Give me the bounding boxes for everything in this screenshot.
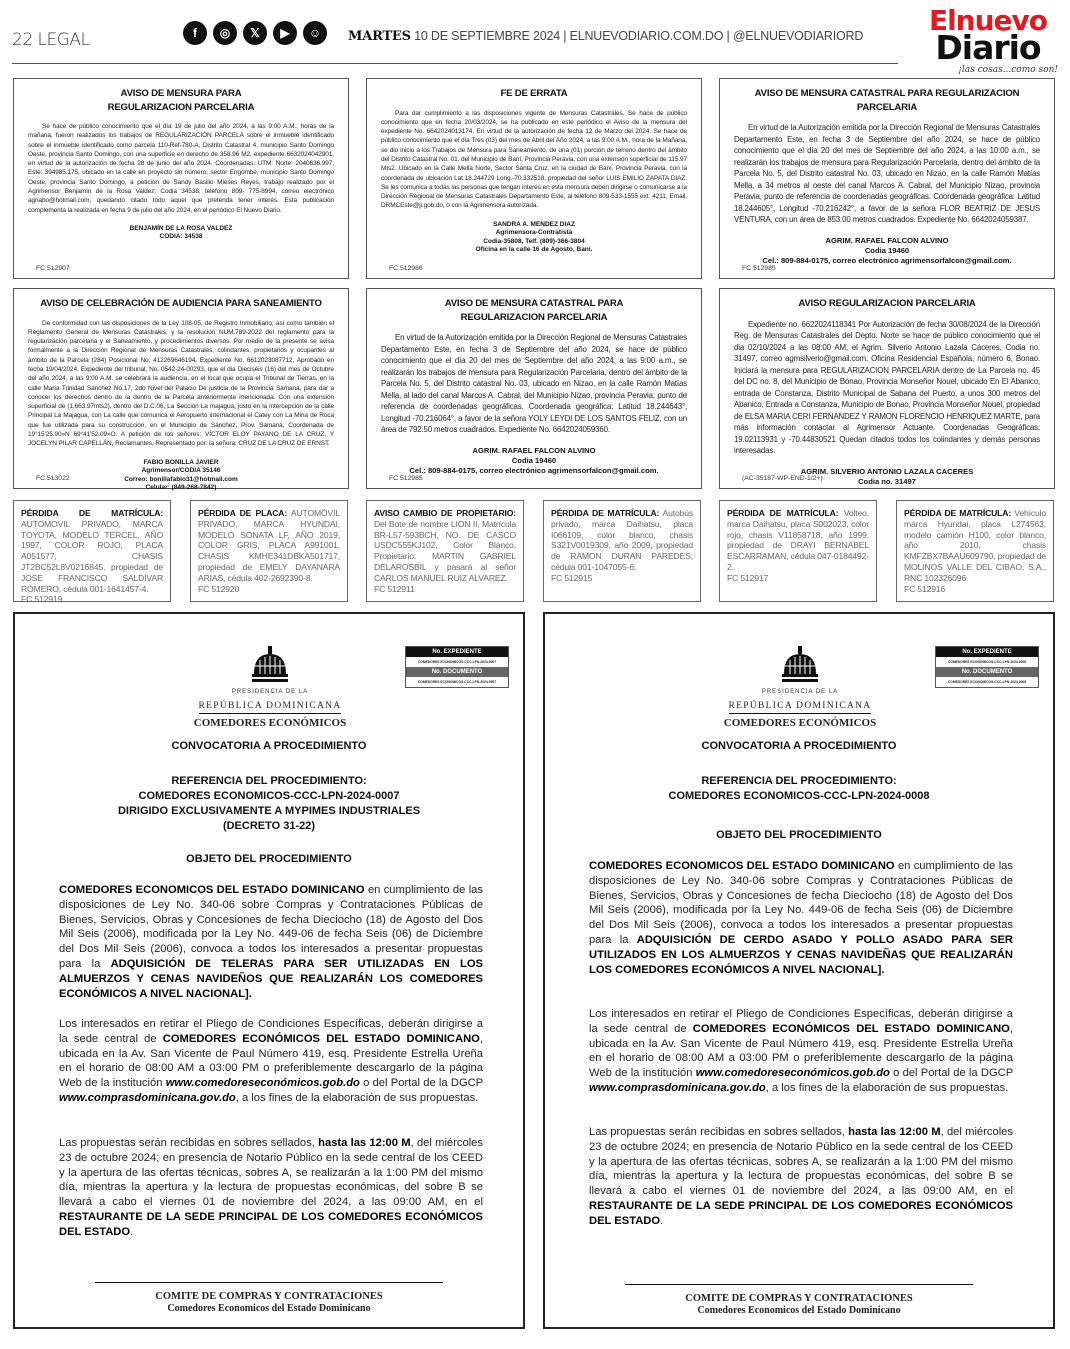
signature-line <box>95 1282 443 1283</box>
classified-code: FC 512919 <box>21 594 63 605</box>
notice-paragraph <box>589 859 1013 977</box>
text-segment: hasta las 12:00 M <box>848 1126 941 1138</box>
instagram-icon[interactable]: ◎ <box>213 21 237 45</box>
objective-heading: OBJETO DEL PROCEDIMIENTO <box>716 829 882 841</box>
text-segment: en cumplimiento de las disposiciones de Ley No. 340-06 sobre Compras y Contrataciones Públicas de Bienes, Servicios, Obras y Concesiones de fecha Dieciocho (18) de Agosto del Dos Mil Seis (2006), modificada por la Ley No. 449-06 de fecha Seis (06) de Diciembre del Dos Mil Seis (2006), convoca a todos los interesados a presentar propuestas para la <box>589 860 1013 946</box>
classified-notice <box>896 500 1054 602</box>
snapchat-icon[interactable]: ☺ <box>303 21 327 45</box>
notice-heading: CONVOCATORIA A PROCEDIMIENTO <box>701 740 897 752</box>
social-links <box>183 21 327 45</box>
notice-heading: CONVOCATORIA A PROCEDIMIENTO <box>171 740 367 752</box>
notice-title: AVISO REGULARIZACION PARCELARIA <box>798 298 976 309</box>
procedure-reference: REFERENCIA DEL PROCEDIMIENTO: COMEDORES ECONOMICOS-CCC-LPN-2024-0008 <box>668 775 930 802</box>
text-segment: Los interesados en retirar el Pliego de Condiciones Específicas, deberán dirigirse a la sede central de <box>589 1008 1013 1035</box>
procedure-reference: REFERENCIA DEL PROCEDIMIENTO: COMEDORES ECONOMICOS-CCC-LPN-2024-0007 DIRIGIDO EXCLUSIVAMENTE A MYPIMES INDUSTRIALES (DECRETO 31-22) <box>117 775 421 832</box>
institution-logo <box>160 646 380 729</box>
youtube-icon[interactable]: ▶ <box>273 21 297 45</box>
palace-dome-icon <box>250 646 290 684</box>
text-segment: , a los fines de la elaboración de sus propuestas. <box>765 1081 1009 1094</box>
text-segment: , a los fines de la elaboración de sus propuestas. <box>235 1091 479 1104</box>
header-divider <box>12 63 898 64</box>
newspaper-logo <box>918 4 1058 75</box>
text-segment: , del miércoles 23 de octubre 2024; en presencia de Notario Público en la sede central de los CEED y la apertura de las ofertas técnicas, sobres A, se realizarán a la 1:00 PM del mismo día, mientras la apertura y la lectura de propuestas económicas, del sobre B se llevará a cabo el viernes 01 de noviembre del 2024, a las 09:00 AM, en el <box>589 1126 1013 1198</box>
notice-body: Se hace de público conocimiento que el día 19 de julio del año 2024, a las 9:00 A.M., horas de la mañana, fueron realizados los trabajos de REGULARIZACIÓN PARCELA sobre el inmueble identificado sobre el inmueble identificado como parcela 110-Ref-780-A, Distrito Catastral 4, municipio Santo Domingo Oeste, provincia Santo Domingo, con una superficie en derecho de 358.96 M2, expediente 6632024042901, en virtud de la autorización de fecha 28 de junio del año 2024. Coordenadas: UTM: Norte: 2040636.997, Este: 394985.175, ubicado en la calle en proyecto sin número, sector Engombe, municipio Santo Domingo Oeste, provincia Santo Domingo, a petición de Sandy Basilio Mieses Reyes, trabajo realizado por el Agrimensor Benjamín de la Rosa Valdez, Codia 34538, teléfono 809- 775-8994, correo electrónico agriabo@hotmail.com, quedando citado todo aquel que pretenda tener interés. Esta publicación complementa la realizada en fecha 9 de julio del año 2024, en el periódico El Nuevo Diario. <box>28 123 334 214</box>
notice-code: FC 513022 <box>36 475 70 482</box>
notice-code: FC 512986 <box>389 265 423 272</box>
signature-line: Codia 19460 <box>864 245 910 255</box>
notice-paragraph <box>589 1125 1013 1229</box>
crest-line-3: COMEDORES ECONÓMICOS <box>193 717 347 729</box>
text-segment: Los interesados en retirar el Pliego de Condiciones Específicas, deberán dirigirse a la sede central de <box>59 1018 483 1045</box>
classified-text: Del Bote de nombre LION II, Matrícula BR-L57-593BCH, NO. DE CASCO USDC555KJ102, Color Blanco, Propietario: MARTIN GABRIEL DELAROSBIL y pasará al señor CARLOS MANUEL RUIZ ALVAREZ. <box>374 518 516 583</box>
legal-notice <box>13 78 349 279</box>
expediente-label: No. EXPEDIENTE <box>406 647 508 657</box>
documento-value: COMEDORES ECONOMICOS-CCC-LPN-2024-0007 <box>417 680 497 684</box>
classified-code: FC 512911 <box>374 583 415 594</box>
text-segment: , ubicada en la Av. San Vicente de Paul Número 419, esq. Presidente Estrella Ureña en el horario de 08:00 AM a 03:00 PM o preferiblemente descargarlo de la página Web de la institución <box>59 1032 483 1090</box>
documento-label: No. DOCUMENTO <box>406 667 508 677</box>
procurement-notice <box>543 612 1055 1329</box>
procurement-notice <box>13 612 525 1329</box>
expediente-label: No. EXPEDIENTE <box>936 647 1038 657</box>
palace-dome-icon <box>780 646 820 684</box>
page-header <box>0 0 1070 75</box>
text-segment: Las propuestas serán recibidas en sobres sellados, <box>59 1137 319 1149</box>
logo-top: Elnuevo <box>928 4 1048 37</box>
text-segment: Las propuestas serán recibidas en sobres sellados, <box>589 1126 849 1138</box>
text-segment: COMEDORES ECONÓMICOS DEL ESTADO DOMINICANO <box>162 1032 480 1045</box>
classified-text: Autobús privado, marca Daihatsu, placa I066109, color blanco, chasis S321V0019309, año 2009, propiedad de RAMON DURAN PAREDES, cédula 001-1047055-6. <box>551 508 693 572</box>
notice-signature <box>381 221 687 255</box>
signature-line: AGRIM. RAFAEL FALCON ALVINO <box>472 445 596 455</box>
file-number-box <box>935 646 1039 688</box>
legal-notice <box>719 78 1055 279</box>
page-section-label: 22 LEGAL <box>12 30 90 50</box>
logo-bottom: Diario <box>935 28 1041 68</box>
signature-line: Oficina en la calle 16 de Agosto, Baní. <box>475 246 593 254</box>
documento-label: No. DOCUMENTO <box>936 667 1038 677</box>
classified-code: FC 512916 <box>904 583 946 594</box>
classified-label: PÉRDIDA DE MATRÍCULA: <box>727 508 839 518</box>
notice-code: (AC-35187-WP-END-1/2+) <box>742 475 823 482</box>
file-number-box <box>405 646 509 688</box>
notice-body: En virtud de la Autorización emitida por la Dirección Regional de Mensuras Catastrales Departamento Este, en fecha 3 de Septiembre del año 2024, se hace de público conocimiento que el día 20 del mes de Septiembre del año 2024, a las 9:00 a.m., se realizarán los trabajos de mensura para Regularización Parcelaria, dentro del ámbito de la Parcela No. 5, del Distrito catastral No. 03, ubicado en Nizao, en la calle Ramón Matías Mella, al lado del canal Marcos A. Cabral, del Municipio Nizao, provincia Peravia, punto de referencia de coordenadas geográficas. Coordenada geográfica: Latitud 18.244643°, Longitud -70.216064°, a favor de la señora YOLY LEYDI DE LOS SANTOS FELIZ, con un área de 792.50 metros cuadrados. Expediente No. 6642024059360. <box>381 333 687 434</box>
weekday: MARTES <box>348 29 411 44</box>
classified-label: AVISO CAMBIO DE PROPIETARIO: <box>374 508 516 518</box>
text-segment: , ubicada en la Av. San Vicente de Paul Número 419, esq. Presidente Estrella Ureña en el horario de 08:00 AM a 03:00 PM o preferiblemente descargarlo de la página Web de la institución <box>589 1022 1013 1080</box>
text-segment: . <box>660 1214 664 1227</box>
signature-line: Agrimensor/CODIA 35146 <box>141 467 221 475</box>
text-segment: ADQUISICIÓN DE CERDO ASADO Y POLLO ASADO PARA SER UTILIZADOS EN LOS ALMUERZOS Y CENAS NAVIDEÑAS QUE REALIZARÁN LOS COMEDORES ECONÓMICOS A NIVEL NACIONAL]. <box>589 933 1013 976</box>
website-link[interactable]: www.comedoreseconómicos.gob.do <box>695 1067 890 1080</box>
notice-signature <box>28 459 334 493</box>
signature-line: Codia-35808, Telf. (809)-366-3804 <box>483 237 585 245</box>
crest-line-1: PRESIDENCIA DE LA <box>761 689 839 695</box>
text-segment: . <box>130 1225 134 1238</box>
objective-heading: OBJETO DEL PROCEDIMIENTO <box>186 853 352 865</box>
text-segment: COMEDORES ECONÓMICOS DEL ESTADO DOMINICANO <box>692 1022 1010 1035</box>
x-icon[interactable]: 𝕏 <box>243 21 267 45</box>
crest-line-3: COMEDORES ECONÓMICOS <box>723 717 877 729</box>
classified-label: PÉRDIDA DE PLACA: <box>198 508 288 518</box>
notice-code: FC 512985 <box>742 265 776 272</box>
text-segment: o del Portal de la DGCP <box>889 1067 1013 1080</box>
text-segment: , del miércoles 23 de octubre 2024; en presencia de Notario Público en la sede central de los CEED y la apertura de las ofertas técnicas, sobres A, se realizarán a la 1:00 PM del mismo día, mientras la apertura y la lectura de propuestas económicas, del sobre B se llevará a cabo el viernes 01 de noviembre del 2024, a las 09:00 AM, en el <box>59 1137 483 1209</box>
legal-notice <box>366 78 702 279</box>
institution-name: Comedores Economicos del Estado Dominicano <box>167 1303 371 1314</box>
text-segment: COMEDORES ECONOMICOS DEL ESTADO DOMINICANO <box>59 884 365 896</box>
classified-notice <box>190 500 348 602</box>
text-segment: en cumplimiento de las disposiciones de Ley No. 340-06 sobre Compras y Contrataciones Públicas de Bienes, Servicios, Obras y Concesiones de fecha Dieciocho (18) de Agosto del Dos Mil Seis (2006), modificada por la Ley No. 449-06 de fecha Seis (06) de Diciembre del Dos Mil Seis (2006), convoca a todos los interesados a presentar propuestas para la <box>59 884 483 970</box>
committee-name: COMITE DE COMPRAS Y CONTRATACIONES <box>155 1291 383 1302</box>
signature-line: SANDRA A. MENDEZ DIAZ <box>493 220 575 228</box>
notice-code: FC 512985 <box>389 475 423 482</box>
classified-text: AUTOMOVIL PRIVADO, MARCA TOYOTA, MODELO TERCEL, AÑO 1997, COLOR ROJO, PLACA A051577, CHASIS JT2BC52L8V0216845, propiedad de JOSE FRANCISCO SALDIVAR ROMERO, cédula 001-1641457-4. <box>21 518 163 594</box>
notice-body: Para dar cumplimiento a las disposiciones vigente de Mensuras Catastrales. Se hace de público conocimiento que en fecha 20/03/2024, se ha publicado en este periódico el Aviso de la mensura del expediente No. 6642024013174. En virtud de la autorización de fecha 12 de Marzo del 2024. Se hace de público conocimiento que el día Tres (03) del mes de Abril del Año 2024, a las 9:00 A.M., hora de la Mañana, se dio inicio a los Trabajos de Mensura para Saneamiento, de una (01) porción de terreno dentro del ámbito del Distrito Catastral No. 01. del Municipio de Baní, Provincia Peravia, con una extensión superficial de 115.97 Mts2. Ubicado en la Calle Mella Norte, Sector Santa Cruz. en la ciudad de Baní, Provincia Peravia, con la coordenada de ubicación Lat.18.244729 Long.-70.332518, propiedad del señor LUIS EMILIO ZAPATA DIAZ. Se les comunica a todas las personas que tengan interés en esta mensura deben dirigirse o comunicarse a la Dirección Regional de Mensuras Catastrales Departamento Este, al teléfono 809-533-1555 ext. 4211, Email. DRMCEste@ji.gob.do, o con la Agrimensora autorizada. <box>381 109 687 210</box>
notice-title: AVISO DE MENSURA CATASTRAL PARA REGULARIZACION PARCELARIA <box>754 88 1020 113</box>
signature-line: Cel.: 809-884-0175, correo electrónico agrimensorfalcon@gmail.com. <box>762 255 1012 265</box>
legal-notice <box>719 288 1055 489</box>
signature-line: Cel.: 809-884-0175, correo electrónico agrimensorfalcon@gmail.com. <box>409 465 659 475</box>
notice-signature <box>734 236 1040 266</box>
signature-line: FABIO BONILLA JAVIER <box>143 458 219 466</box>
classified-label: PÉRDIDA DE MATRÍCULA: <box>21 508 163 518</box>
notice-title: FE DE ERRATA <box>500 88 568 99</box>
date-and-site: 10 DE SEPTIEMBRE 2024 | ELNUEVODIARIO.COM.DO | @ELNUEVODIARIORD <box>414 29 864 43</box>
classified-text: Vehículo marca Hyundai, placa L274563, modelo camión H100, color blanco, año 2010, chasis KMFZBX7BAAU609790, propiedad de MOLINOS VALLE DEL CIBAO, S.A., RNC 102326096. <box>904 508 1047 583</box>
crest-line-2: REPÚBLICA DOMINICANA <box>199 701 342 714</box>
logo-tagline: ¡las cosas...como son! <box>958 64 1058 75</box>
classified-code: FC 512915 <box>551 572 593 583</box>
signature-line <box>625 1284 973 1285</box>
signature-line: Agrimensora-Contratista <box>495 229 573 237</box>
signature-line: Codia 19460 <box>511 455 557 465</box>
notice-body: De conformidad con las disposiciones de la Ley 108-05, de Registro Inmobiliario; así como también el Reglamento General de Mensuras Catastrales, y la resolución NUM.789-2022 del reglamento para la regularización parcelaria y el Saneamiento, y procedimientos diversos. Por medio de la presente se avisa formalmente a la Dirección Regional de Mensuras Catastrales, colindantes, propietarios y ocupantes al ámbito de la Parcela (284) Posicional No. 412269646194. Expediente No. 6612023087712, Aprobado en fecha 19/04/2024, Expediente del tribunal, No. 0542-24-00293, que el dia Dieciséis (16) del mes de Octubre del año 2024, a las 9:00 A.M. se celebrará la audiencia, en el local que ocupa el Tribunal de Tierras, en la calle María Trinidad Sánchez No.17, 2do Nivel del Palacio De justicia de la Provincia Samaná, para dar a conocer los derechos dentro de la dentro de la Parcela anteriormente mencionada. Con una extensión superficial de (1,663.97mts2), dentro del D.C.06, La Sección La majagua, justo en la intercepción de la calle Principal La Majagua, con La calle que comunica el Aeropuerto internacional el Catey con La Mina de Roca que fue utilizada para su construcción, en el Municipio de Sánchez, Prov. Samaná, Coordenada de 19°15'25.90»N 69°41'52.09»O. A petición de los señores: VÍCTOR ELOY PAYANO DE LA CRUZ, Y JOCELYN PILAR CAPELLÁN, Reclamantes, Representado por: la señora: CRUZ DE LA CRUZ DE ERNST. <box>28 319 334 448</box>
notice-signature <box>381 446 687 476</box>
legal-notice <box>366 288 702 489</box>
signature-line: AGRIM. RAFAEL FALCON ALVINO <box>825 235 949 245</box>
notice-body: Expediente no. 6622024118341 Por Autorización de fecha 30/08/2024 de la Dirección Reg. de Mensuras Catastrales del Depto. Norte se hace de público conocimiento que el dia 02/10/2024 a las 08:00 AM, el Agrim. Silverio Antonio Lazala Cáceres, Codia no. 31497, correo agmsilverio@gmail.com, Oficina Residencial Española, número 6, Bonao. Iniciará la mensura para REGULARIZACION PARCELARIA dentro de La Parcela no. 45 del DC no. 8, del Municipio de Bonao, Provincia Monseñor Nouel, ubicado En El Abanico, entrada de Constanza, Distrito Municipal de Sabana del Puerto, a unos 300 metros del Abanico, Entrada a Constanza, Municipio de Bonao, Provincia Monseñor Nouel, propiedad de ELSA MARIA CERI FERNANDEZ Y RAMON FLORENCIO HENRIQUEZ MARTE, para más información contactar al Agrimensor Actuante. Coordenadas Geográficas: 19.02113931 y -70.44830521 Quedan citados todos los colindantes y demás personas interesadas. <box>734 319 1040 455</box>
signature-line: Correo: bonillafabio31@hotmail.com <box>124 475 238 483</box>
text-segment: ADQUISICIÓN DE TELERAS PARA SER UTILIZADAS EN LOS ALMUERZOS Y CENAS NAVIDEÑOS QUE REALIZARÁN LOS COMEDORES ECONÓMICOS A NIVEL NACIONAL]. <box>59 957 483 1000</box>
signature-line: Codia no. 31497 <box>858 476 916 486</box>
classified-notice <box>366 500 524 602</box>
text-segment: o del Portal de la DGCP <box>359 1077 483 1090</box>
website-link[interactable]: www.comprasdominicana.gov.do <box>589 1081 766 1094</box>
notice-paragraph <box>59 883 483 1001</box>
expediente-value: COMEDORES ECONOMICOS-CCC-LPN-2024-0008 <box>947 660 1027 664</box>
crest-line-2: REPÚBLICA DOMINICANA <box>729 701 872 714</box>
notice-paragraph <box>59 1136 483 1240</box>
classified-code: FC 512920 <box>198 583 240 594</box>
website-link[interactable]: www.comprasdominicana.gov.do <box>59 1091 236 1104</box>
notice-signature <box>28 225 334 242</box>
classified-notice <box>719 500 877 602</box>
signature-line: AGRIM. SILVERIO ANTONIO LAZALA CACERES <box>800 466 974 476</box>
facebook-icon[interactable]: f <box>183 21 207 45</box>
signature-line: CODIA: 34538 <box>159 233 203 241</box>
expediente-value: COMEDORES ECONOMICOS-CCC-LPN-2024-0007 <box>417 660 497 664</box>
classified-label: PÉRDIDA DE MATRÍCULA: <box>551 508 660 518</box>
institution-name: Comedores Economicos del Estado Dominicano <box>697 1305 901 1316</box>
classified-code: FC 512917 <box>727 572 769 583</box>
text-segment: RESTAURANTE DE LA SEDE PRINCIPAL DE LOS COMEDORES ECONÓMICOS DEL ESTADO <box>59 1210 483 1238</box>
dateline <box>348 29 863 44</box>
notice-title: AVISO DE MENSURA CATASTRAL PARA REGULARIZACION PARCELARIA <box>444 298 624 323</box>
notice-code: FC 512907 <box>36 265 70 272</box>
signature-line: Celular: (849-268-7842) <box>145 484 217 492</box>
signature-line: BENJAMÍN DE LA ROSA VALDEZ <box>129 224 233 232</box>
classified-notice <box>13 500 171 605</box>
committee-name: COMITE DE COMPRAS Y CONTRATACIONES <box>685 1293 913 1304</box>
classified-text: Volteo, marca Daihatsu, placa S002023, color rojo, chasis V11858718, año 1999, propiedad de DRAYI BERNABEL ESCARRAMAN, cédula 047-0184492-2. <box>727 508 869 572</box>
notice-paragraph <box>589 1007 1013 1096</box>
crest-line-1: PRESIDENCIA DE LA <box>231 689 309 695</box>
institution-logo <box>690 646 910 729</box>
text-segment: RESTAURANTE DE LA SEDE PRINCIPAL DE LOS COMEDORES ECONÓMICOS DEL ESTADO <box>589 1199 1013 1227</box>
text-segment: hasta las 12:00 M <box>318 1137 411 1149</box>
classified-text: AUTOMÓVIL PRIVADO, MARCA HYUNDAI, MODELO SONATA LF, AÑO 2019, COLOR GRIS, PLACA A991001, CHASIS KMHE341DBKA501717, propiedad de EMELY DAYANARA ARIAS, cédula 402-2692390-8. <box>198 508 340 583</box>
classified-label: PÉRDIDA DE MATRÍCULA: <box>904 508 1012 518</box>
notice-body: En virtud de la Autorización emitida por la Dirección Regional de Mensuras Catastrales Departamento Este, en fecha 3 de Septiembre del año 2024, se hace de público conocimiento que el día 20 del mes de Septiembre del año 2024, a las 10:00 a.m., se realizarán los trabajos de mensura para Regularización Parcelaria, dentro del ámbito de la Parcela No. 5, del Distrito catastral No. 03, ubicado en Nizao, en la calle Ramón Matías Mella, a 34 metros al oeste del canal Marcos A. Cabral, del Municipio Nizao, provincia Peravia, punto de referencia de coordenadas geográficas. Coordenada geográfica: Latitud 18.244605°, Longitud -70.216242°, a favor de la señora FLOR BEATRIZ DE JESUS VENTURA, con un área de 853.00 metros cuadrados. Expediente No. 6642024059387. <box>734 123 1040 224</box>
classified-notice <box>543 500 701 602</box>
notice-paragraph <box>59 1017 483 1106</box>
notice-title: AVISO DE CELEBRACIÓN DE AUDIENCIA PARA SANEAMIENTO <box>40 298 322 309</box>
website-link[interactable]: www.comedoreseconómicos.gob.do <box>165 1077 360 1090</box>
documento-value: COMEDORES ECONOMICOS-CCC-LPN-2024-0008 <box>947 680 1027 684</box>
legal-notice <box>13 288 349 492</box>
notice-title: AVISO DE MENSURA PARA REGULARIZACION PARCELARIA <box>107 88 255 113</box>
text-segment: COMEDORES ECONOMICOS DEL ESTADO DOMINICANO <box>589 860 895 872</box>
